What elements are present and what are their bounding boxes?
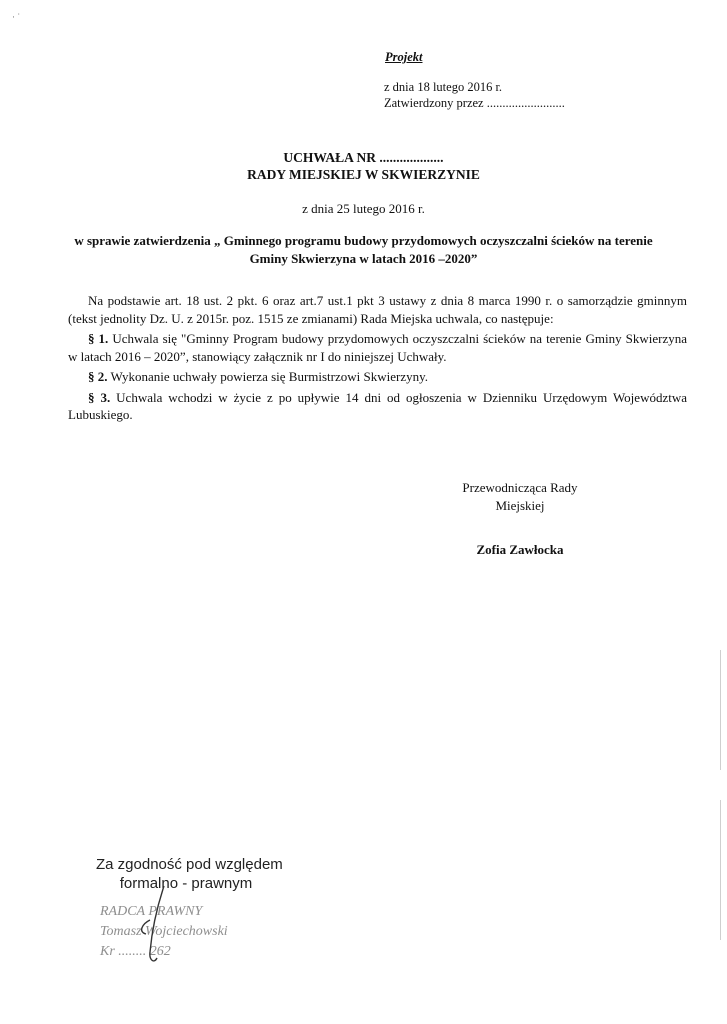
preamble: Na podstawie art. 18 ust. 2 pkt. 6 oraz art.7 ust.1 pkt 3 ustawy z dnia 8 marca 1990 r. o samorządzie gminnym (tekst jednolity Dz. U. z 2015r. poz. 1515 ze zmianami) Rada Miejska uchwala, co następuje: [68,293,687,326]
paragraph-text: Uchwala się "Gminny Program budowy przydomowych oczyszczalni ścieków na terenie Gminy Skwierzyna w latach 2016 – 2020”, stanowiący załącznik nr I do niniejszej Uchwały. [68,331,688,364]
paragraph-number: § 2. [88,369,108,384]
handwritten-signature [130,880,190,970]
paragraph-text: Uchwala wchodzi w życie z po upływie 14 dni od ogłoszenia w Dzienniku Urzędowym Województwa Lubuskiego. [68,389,687,422]
project-label: Projekt [385,50,423,64]
signatory-role-line2: Miejskiej [495,498,545,513]
stamp-line-2: formalno - prawnym [119,875,253,892]
signatory-name: Zofia Zawłocka [476,542,564,557]
paragraph-number: § 1. [88,331,109,346]
signatory-role [420,479,620,515]
draft-date: z dnia 18 lutego 2016 r. [384,80,503,94]
paragraph-text: Wykonanie uchwały powierza się Burmistrzowi Skwierzyny. [107,369,429,384]
faded-stamp-line-1: RADCA PRAWNY [100,904,203,919]
signatory-role-line1: Przewodnicząca Rady [462,480,578,495]
council-name: RADY MIEJSKIEJ W SKWIERZYNIE [247,167,480,182]
scan-artifact: · ˙ [12,12,21,22]
paragraph-2 [68,368,687,386]
resolution-subject: w sprawie zatwierdzenia „ Gminnego programu budowy przydomowych oczyszczalni ścieków na terenie Gminy Skwierzyna w latach 2016 –2020” [74,233,653,266]
scan-edge-line [720,800,721,940]
stamp-line-1: Za zgodność pod względem [96,856,283,873]
paragraph-number: § 3. [88,389,111,405]
faded-stamp-line-3: Kr ........ 262 [100,944,171,959]
resolution-number: UCHWAŁA NR ................... [283,150,444,165]
resolution-body [68,292,687,427]
faded-stamp-line-2: Tomasz Wojciechowski [100,924,228,939]
scan-edge-line [720,650,721,770]
faded-name-stamp [100,902,280,962]
approved-by-line: Zatwierdzony przez ......................... [384,96,565,110]
resolution-date: z dnia 25 lutego 2016 r. [302,201,425,216]
paragraph-3 [68,389,687,424]
paragraph-1 [68,330,687,365]
